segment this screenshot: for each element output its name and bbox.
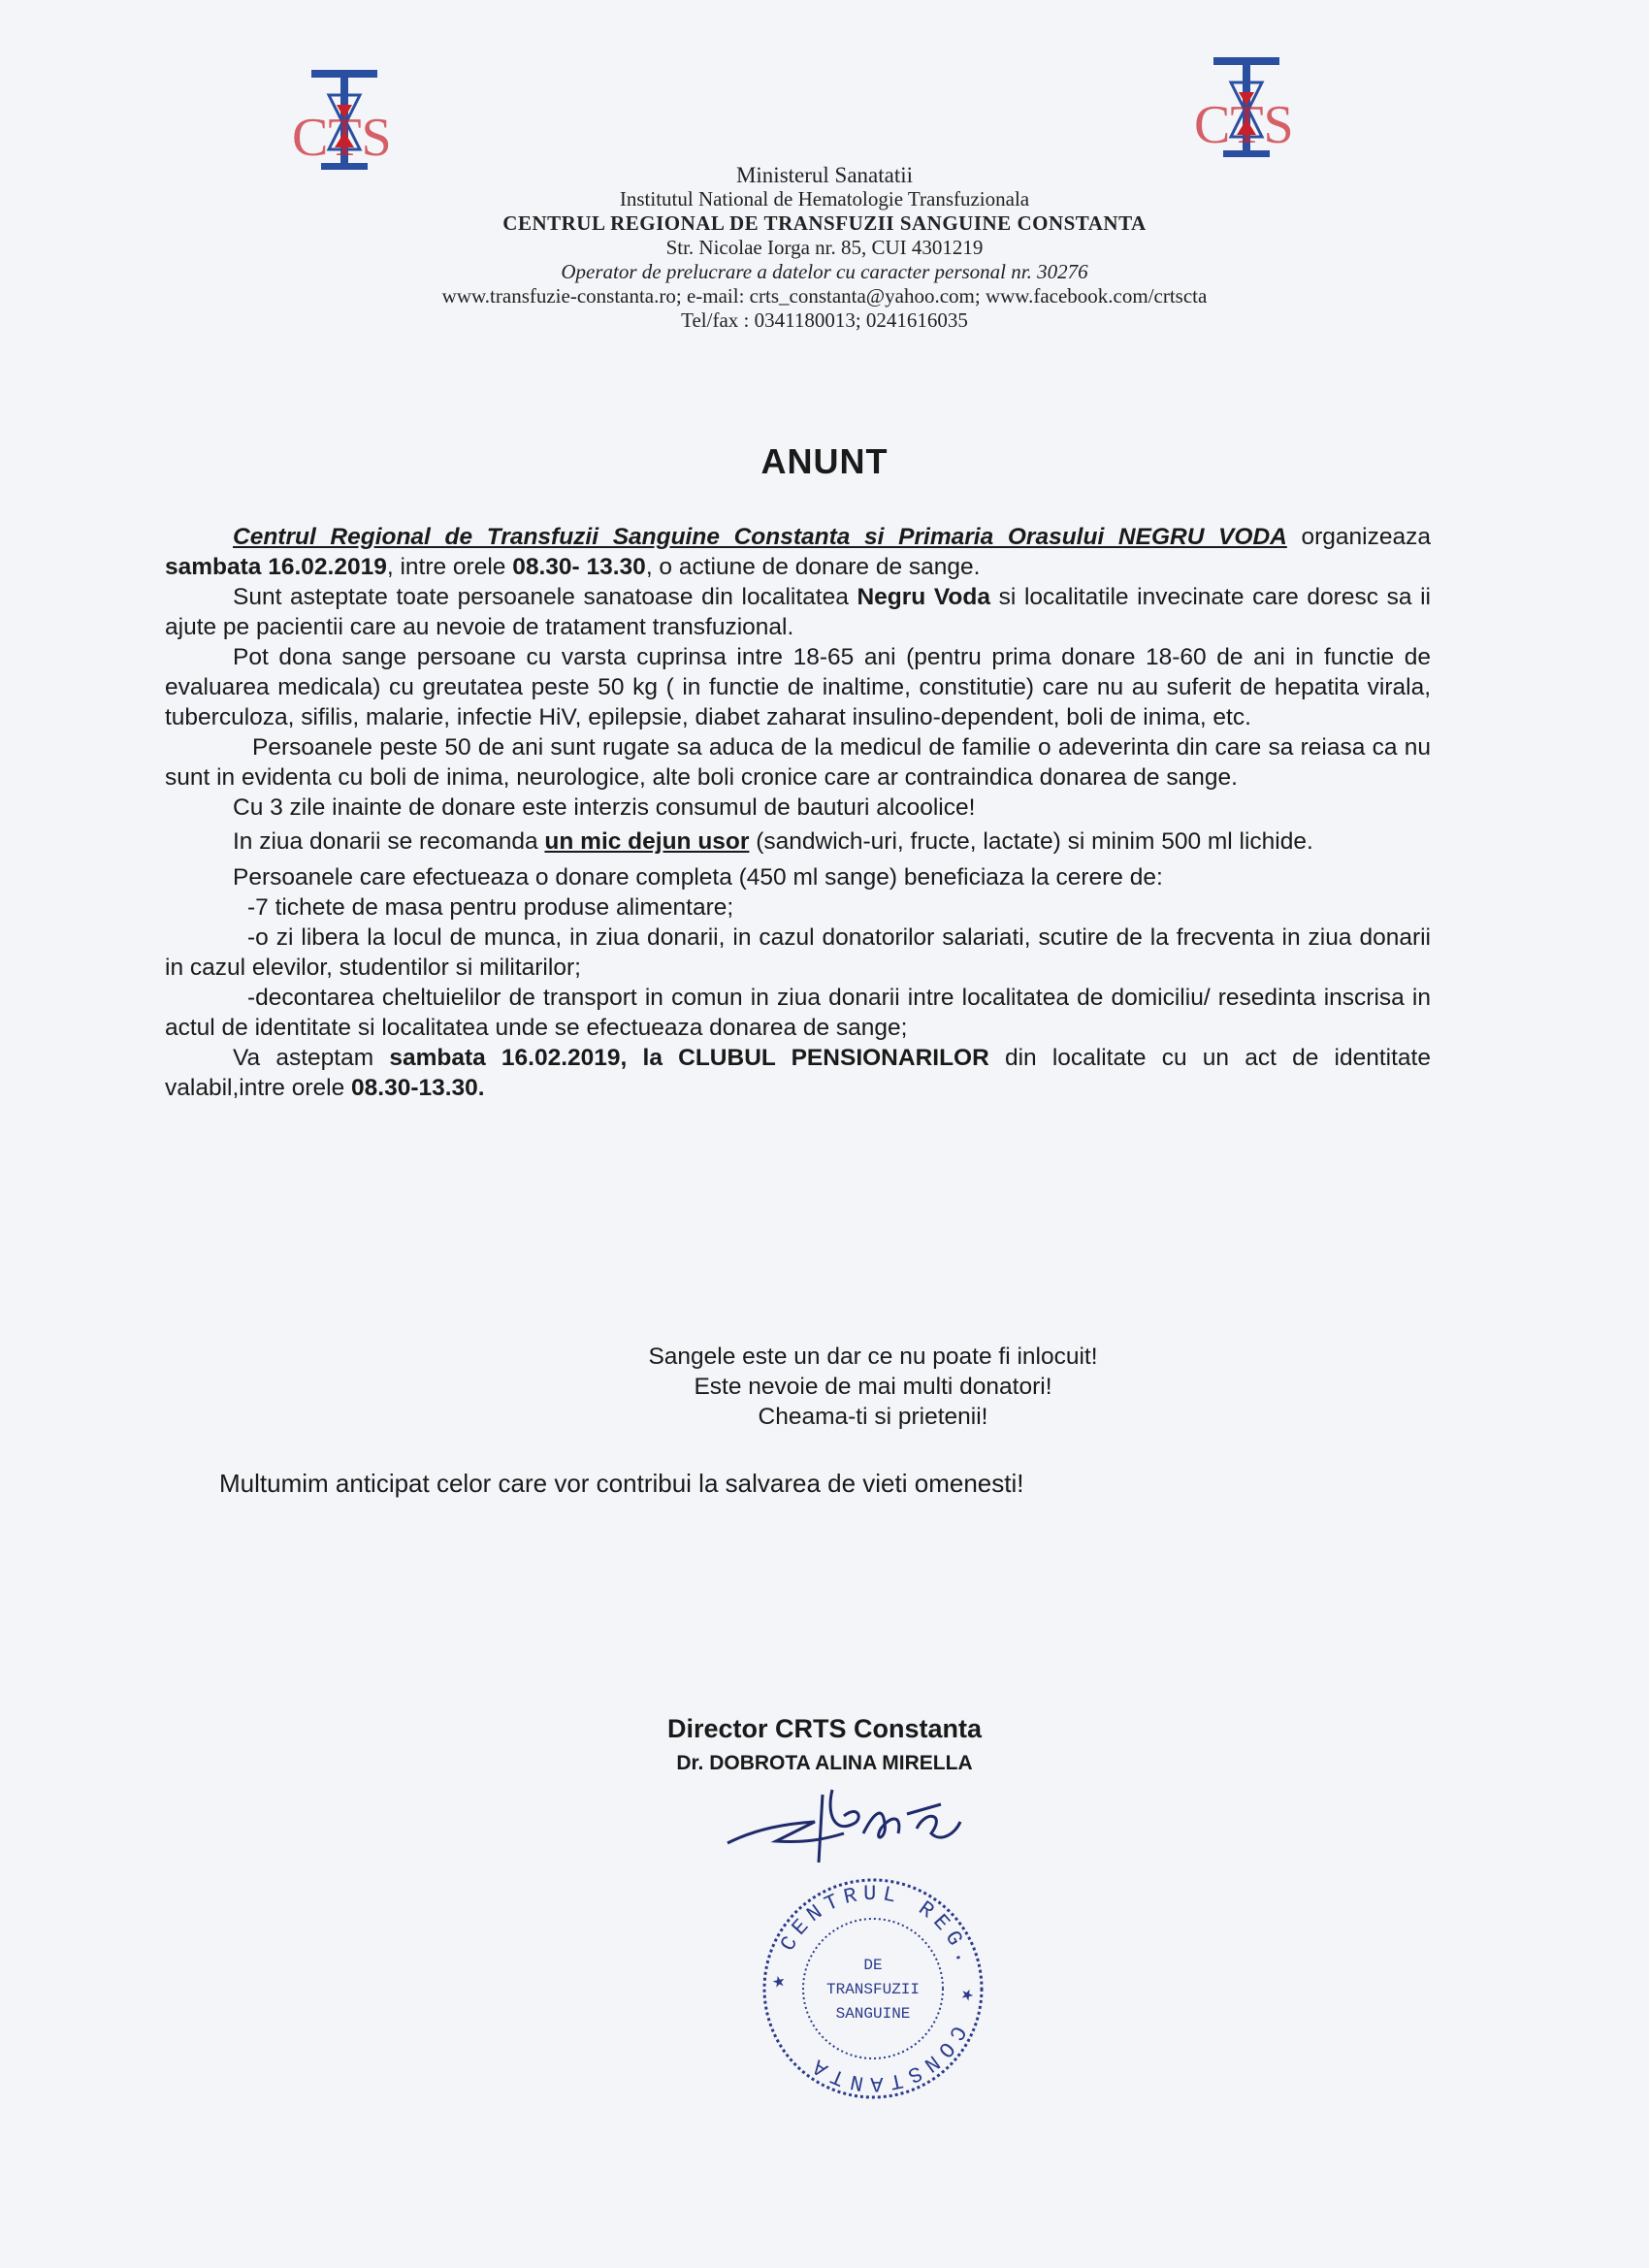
signature [718, 1775, 989, 1882]
announcement-body [165, 522, 1431, 1103]
stamp-line-3: SANGUINE [835, 2005, 911, 2023]
slogan-line: Sangele este un dar ce nu poate fi inlocuit! [648, 1344, 1098, 1370]
breakfast-text-2: (sandwich-uri, fructe, lactate) si minim 500 ml lichide. [749, 828, 1313, 855]
stamp-ring-text: ★ CENTRUL REG. ★ CONSTANTA [765, 1881, 981, 2096]
breakfast-highlight: un mic dejun usor [544, 828, 750, 855]
invited-paragraph [165, 582, 1431, 642]
intro-paragraph [165, 522, 1431, 582]
event-date: sambata 16.02.2019 [165, 554, 387, 580]
phone-line: Tel/fax : 0341180013; 0241616035 [681, 308, 968, 332]
benefit-item: -decontarea cheltuielilor de transport in comun in ziua donarii intre localitatea de domiciliu/ resedinta inscrisa in actul de identitate si localitatea unde se efectueaza donarea de sange; [165, 985, 1431, 1041]
ministry-name: Ministerul Sanatatii [735, 163, 914, 187]
director-block [621, 1714, 1028, 1775]
organizers: Centrul Regional de Transfuzii Sanguine Constanta si Primaria Orasului NEGRU VODA [233, 524, 1287, 550]
document-title: ANUNT [760, 441, 889, 481]
letterhead [0, 163, 1649, 333]
alcohol-paragraph: Cu 3 zile inainte de donare este interzis consumul de bauturi alcoolice! [233, 794, 976, 821]
operator-note: Operator de prelucrare a datelor cu caracter personal nr. 30276 [561, 260, 1088, 283]
director-title: Director CRTS Constanta [666, 1714, 983, 1743]
event-date-place: sambata 16.02.2019, la CLUBUL PENSIONARILOR [389, 1045, 989, 1071]
breakfast-paragraph [165, 826, 1431, 857]
thanks-line: Multumim anticipat celor care vor contribui la salvarea de vieti omenesti! [219, 1469, 1024, 1498]
benefit-item: -7 tichete de masa pentru produse alimentare; [247, 894, 734, 921]
eligibility-paragraph: Pot dona sange persoane cu varsta cuprinsa intre 18-65 ani (pentru prima donare 18-60 de ani in functie de evaluarea medicala) cu greutatea peste 50 kg ( in functie de inaltime, constitutie) care nu au suferit de hepatita virala, tuberculoza, sifilis, malarie, infectie HiV, epilepsie, diabet zaharat insulino-dependent, boli de inima, etc. [165, 644, 1431, 730]
logo-letter-c: CTS [292, 108, 392, 168]
benefit-item: -o zi libera la locul de munca, in ziua donarii, in cazul donatorilor salariati, scutire de la frecventa in ziua donarii in cazul elevilor, studentilor si militarilor; [165, 924, 1431, 981]
event-hours-2: 08.30-13.30. [351, 1075, 485, 1101]
contact-line: www.transfuzie-constanta.ro; e-mail: crts_constanta@yahoo.com; www.facebook.com/crtscta [441, 284, 1208, 308]
logo-letter-c-right: CTS [1194, 95, 1294, 155]
locality-name: Negru Voda [857, 584, 990, 610]
benefits-intro: Persoanele care efectueaza o donare completa (450 ml sange) beneficiaza la cerere de: [233, 864, 1163, 891]
slogan-line: Este nevoie de mai multi donatori! [694, 1374, 1052, 1400]
director-name: Dr. DOBROTA ALINA MIRELLA [676, 1752, 973, 1774]
slogan-line: Cheama-ti si prietenii! [758, 1404, 988, 1430]
breakfast-text-1: In ziua donarii se recomanda [233, 828, 545, 855]
center-address: Str. Nicolae Iorga nr. 85, CUI 4301219 [665, 236, 984, 259]
waiting-text-1: Va asteptam [233, 1045, 390, 1071]
cts-logo-right [1188, 53, 1305, 170]
stamp-line-1: DE [863, 1957, 883, 1974]
waiting-paragraph [165, 1043, 1431, 1103]
center-name: CENTRUL REGIONAL DE TRANSFUZII SANGUINE CONSTANTA [502, 211, 1147, 235]
stamp-line-2: TRANSFUZII [825, 1981, 921, 1998]
official-stamp [757, 1872, 989, 2105]
intro-text-3: , o actiune de donare de sange. [645, 554, 981, 580]
institute-name: Institutul National de Hematologie Transfuzionala [619, 187, 1030, 211]
slogans [0, 1342, 1649, 1432]
invited-text-1: Sunt asteptate toate persoanele sanatoase din localitatea [233, 584, 857, 610]
intro-text-1: organizeaza [1286, 524, 1431, 550]
over50-paragraph: Persoanele peste 50 de ani sunt rugate sa aduca de la medicul de familie o adeverinta din care sa reiasa ca nu sunt in evidenta cu boli de inima, neurologice, alte boli cronice care ar contraindica donarea de sange. [165, 734, 1431, 791]
waiting-text-2: din localitate cu un act de identitate valabil,intre orele [165, 1045, 1431, 1101]
event-hours: 08.30- 13.30 [512, 554, 646, 580]
intro-text-2: , intre orele [386, 554, 513, 580]
invited-text-2: si localitatile invecinate care doresc sa ii ajute pe pacientii care au nevoie de tratament transfuzional. [165, 584, 1431, 640]
